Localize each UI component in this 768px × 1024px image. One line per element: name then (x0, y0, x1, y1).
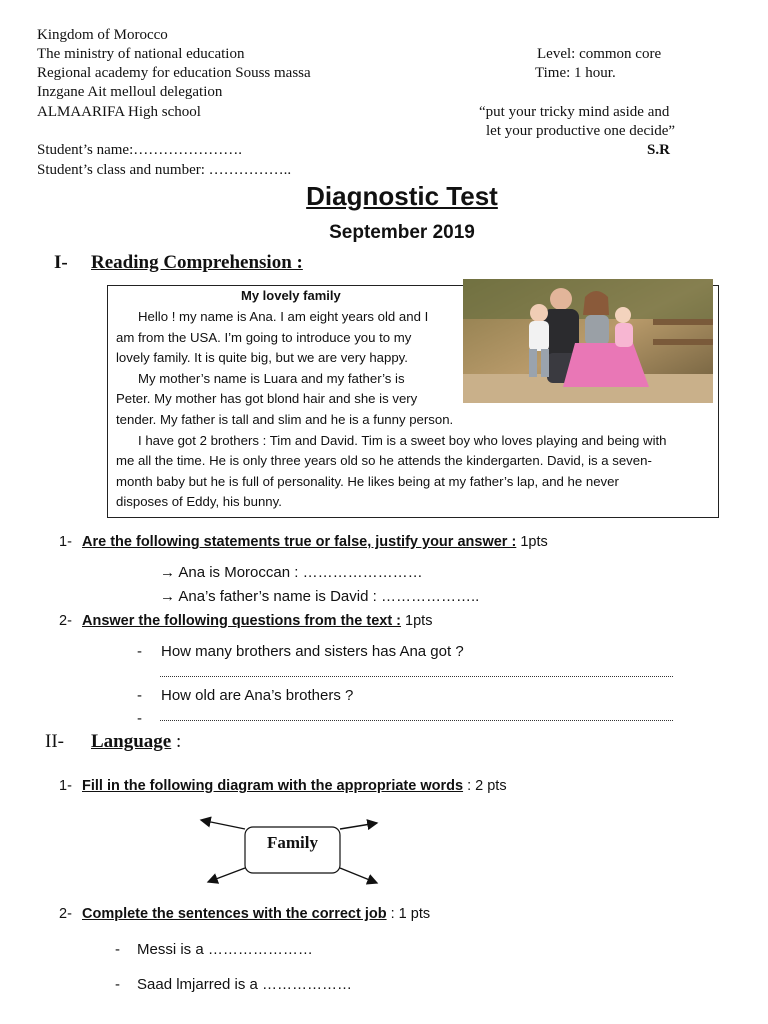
q2-prompt (82, 613, 432, 629)
lq2-item-2-dash: - (115, 976, 120, 993)
q1-item-2[interactable] (160, 588, 479, 605)
passage-line-8: me all the time. He is only three years old so he attends the kindergarten. David, is a seven- (116, 453, 652, 468)
diagram-arrow-top-left (201, 820, 245, 829)
quote-line-2: let your productive one decide” (486, 123, 676, 139)
q1-prompt (82, 534, 548, 550)
q1-text: Are the following statements true or false, justify your answer : (82, 534, 517, 550)
q2-text: Answer the following questions from the text : (82, 613, 402, 629)
header-line-3: Regional academy for education Souss massa (37, 65, 311, 81)
student-class-field[interactable]: Student’s class and number: …………….. (37, 162, 292, 178)
section-2-colon: : (171, 731, 182, 752)
header-line-4: Inzgane Ait melloul delegation (37, 84, 223, 100)
lq1-prompt (82, 778, 507, 794)
quote-line-1: “put your tricky mind aside and (479, 104, 670, 120)
passage-line-5: Peter. My mother has got blond hair and she is very (116, 391, 418, 406)
arrow-right-icon: → (160, 564, 175, 581)
q1-item-2-text: Ana’s father’s name is David : ……………….. (178, 588, 480, 605)
q2-item-2: How old are Ana’s brothers ? (161, 687, 354, 704)
passage-line-1: Hello ! my name is Ana. I am eight years old and I (138, 309, 429, 324)
lq2-text: Complete the sentences with the correct job (82, 906, 387, 922)
q1-points: 1pts (516, 534, 548, 550)
passage-line-6: tender. My father is tall and slim and he is a funny person. (116, 412, 454, 427)
passage-line-10: disposes of Eddy, his bunny. (116, 494, 282, 509)
level-text: Level: common core (537, 46, 662, 62)
header-line-1: Kingdom of Morocco (37, 27, 168, 43)
header-line-5: ALMAARIFA High school (37, 104, 201, 120)
passage-line-4: My mother’s name is Luara and my father’s is (138, 371, 405, 386)
lq2-prompt (82, 906, 430, 922)
section-2-title (91, 731, 181, 753)
section-2-title-text: Language (91, 731, 172, 752)
lq2-item-1[interactable]: Messi is a ………………… (137, 941, 313, 958)
passage-line-3: lovely family. It is quite big, but we are very happy. (116, 350, 408, 365)
diagram-center-label: Family (267, 833, 318, 852)
q2-item-1-dash: - (137, 643, 142, 660)
lq1-points: : 2 pts (463, 778, 507, 794)
q2-item-2-dash: - (137, 687, 142, 704)
q2-answer-line-2[interactable] (160, 720, 673, 721)
lq2-item-1-dash: - (115, 941, 120, 958)
passage-line-7: I have got 2 brothers : Tim and David. Tim is a sweet boy who loves playing and being with (138, 433, 667, 448)
page-subtitle: September 2019 (329, 222, 475, 243)
header-line-2: The ministry of national education (37, 46, 245, 62)
q2-answer-dash: - (137, 710, 142, 727)
q2-answer-line-1[interactable] (160, 676, 673, 677)
lq2-item-2[interactable]: Saad lmjarred is a ……………… (137, 976, 353, 993)
q2-number: 2- (59, 613, 72, 629)
passage-line-2: am from the USA. I’m going to introduce you to my (116, 330, 412, 345)
lq1-number: 1- (59, 778, 72, 794)
family-photo (463, 279, 713, 403)
lq1-text: Fill in the following diagram with the appropriate words (82, 778, 464, 794)
time-text: Time: 1 hour. (535, 65, 616, 81)
diagram-arrow-bottom-left (208, 868, 245, 882)
arrow-right-icon: → (160, 588, 175, 605)
passage-title: My lovely family (241, 288, 341, 303)
q2-points: 1pts (401, 613, 433, 629)
lq2-points: : 1 pts (386, 906, 431, 922)
lq2-number: 2- (59, 906, 72, 922)
section-2-number: II- (45, 731, 64, 752)
student-name-field[interactable]: Student’s name:…………………. (37, 142, 242, 158)
section-1-title-text: Reading Comprehension : (91, 252, 303, 273)
diagram-arrow-top-right (340, 823, 377, 829)
q1-number: 1- (59, 534, 72, 550)
q2-item-1: How many brothers and sisters has Ana got ? (161, 643, 464, 660)
q1-item-1[interactable] (160, 564, 423, 581)
quote-author: S.R (647, 142, 670, 158)
diagram-arrow-bottom-right (340, 868, 377, 883)
passage-line-9: month baby but he is full of personality. He likes being at my father’s lap, and he never (116, 474, 619, 489)
page-title: Diagnostic Test (306, 181, 498, 211)
q1-item-1-text: Ana is Moroccan : …………………… (178, 564, 423, 581)
section-1-number: I- (54, 252, 68, 273)
section-1-title (91, 252, 303, 274)
